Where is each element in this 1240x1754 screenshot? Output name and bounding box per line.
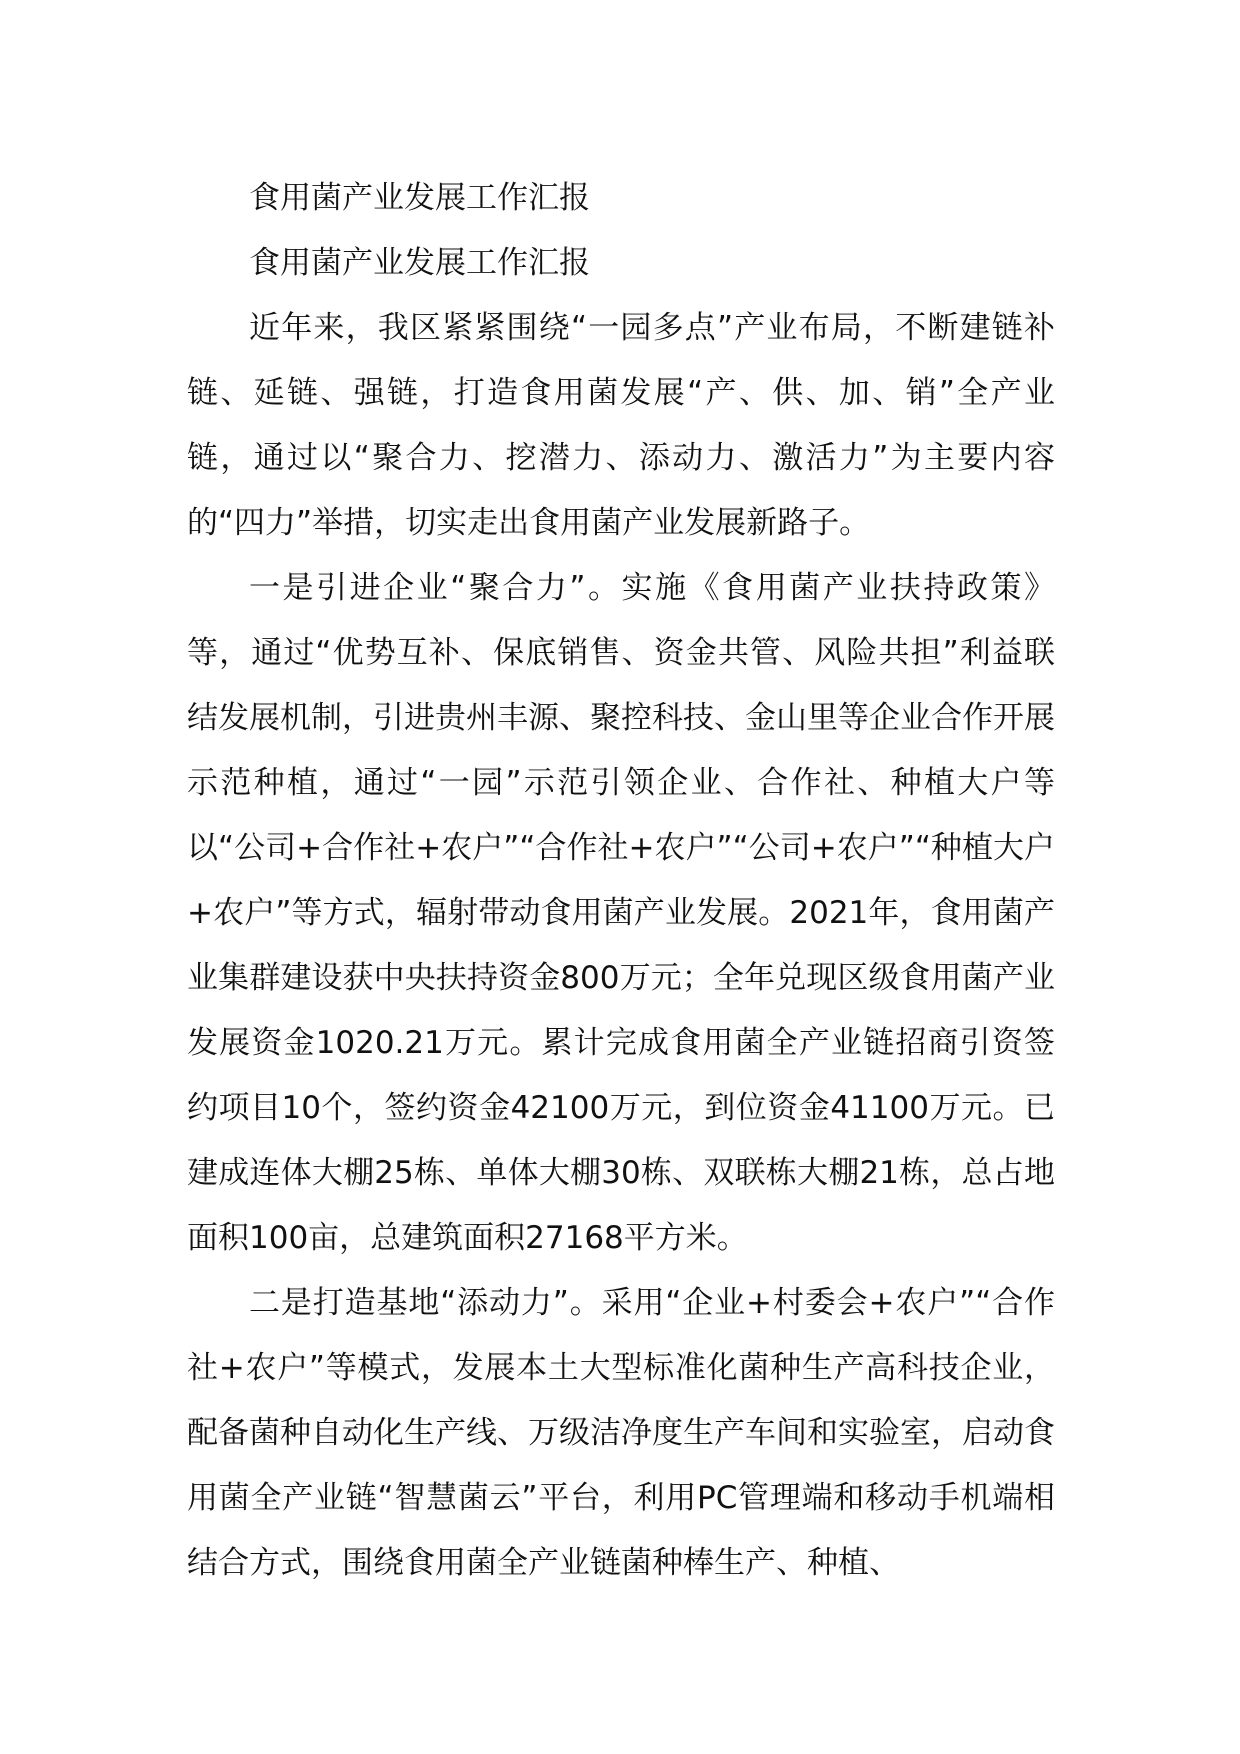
document-body xyxy=(187,166,1055,1596)
paragraph-intro: 近年来，我区紧紧围绕“一园多点”产业布局，不断建链补链、延链、强链，打造食用菌发展“产、供、加、销”全产业链，通过以“聚合力、挖潜力、添动力、激活力”为主要内容的“四力”举措，切实走出食用菌产业发展新路子。 xyxy=(187,310,1055,541)
paragraph-section-1: 一是引进企业“聚合力”。实施《食用菌产业扶持政策》等，通过“优势互补、保底销售、资金共管、风险共担”利益联结发展机制，引进贵州丰源、聚控科技、金山里等企业合作开展示范种植，通过“一园”示范引领企业、合作社、种植大户等以“公司+合作社+农户”“合作社+农户”“公司+农户”“种植大户+农户”等方式，辐射带动食用菌产业发展。2021年，食用菌产业集群建设获中央扶持资金800万元；全年兑现区级食用菌产业发展资金1020.21万元。累计完成食用菌全产业链招商引资签约项目10个，签约资金42100万元，到位资金41100万元。已建成连体大棚25栋、单体大棚30栋、双联栋大棚21栋，总占地面积100亩，总建筑面积27168平方米。 xyxy=(187,570,1055,1256)
paragraph-section-2: 二是打造基地“添动力”。采用“企业+村委会+农户”“合作社+农户”等模式，发展本土大型标准化菌种生产高科技企业，配备菌种自动化生产线、万级洁净度生产车间和实验室，启动食用菌全产业链“智慧菌云”平台，利用PC管理端和移动手机端相结合方式，围绕食用菌全产业链菌种棒生产、种植、 xyxy=(187,1285,1055,1581)
document-title: 食用菌产业发展工作汇报 xyxy=(249,180,590,216)
document-subtitle: 食用菌产业发展工作汇报 xyxy=(249,245,590,281)
